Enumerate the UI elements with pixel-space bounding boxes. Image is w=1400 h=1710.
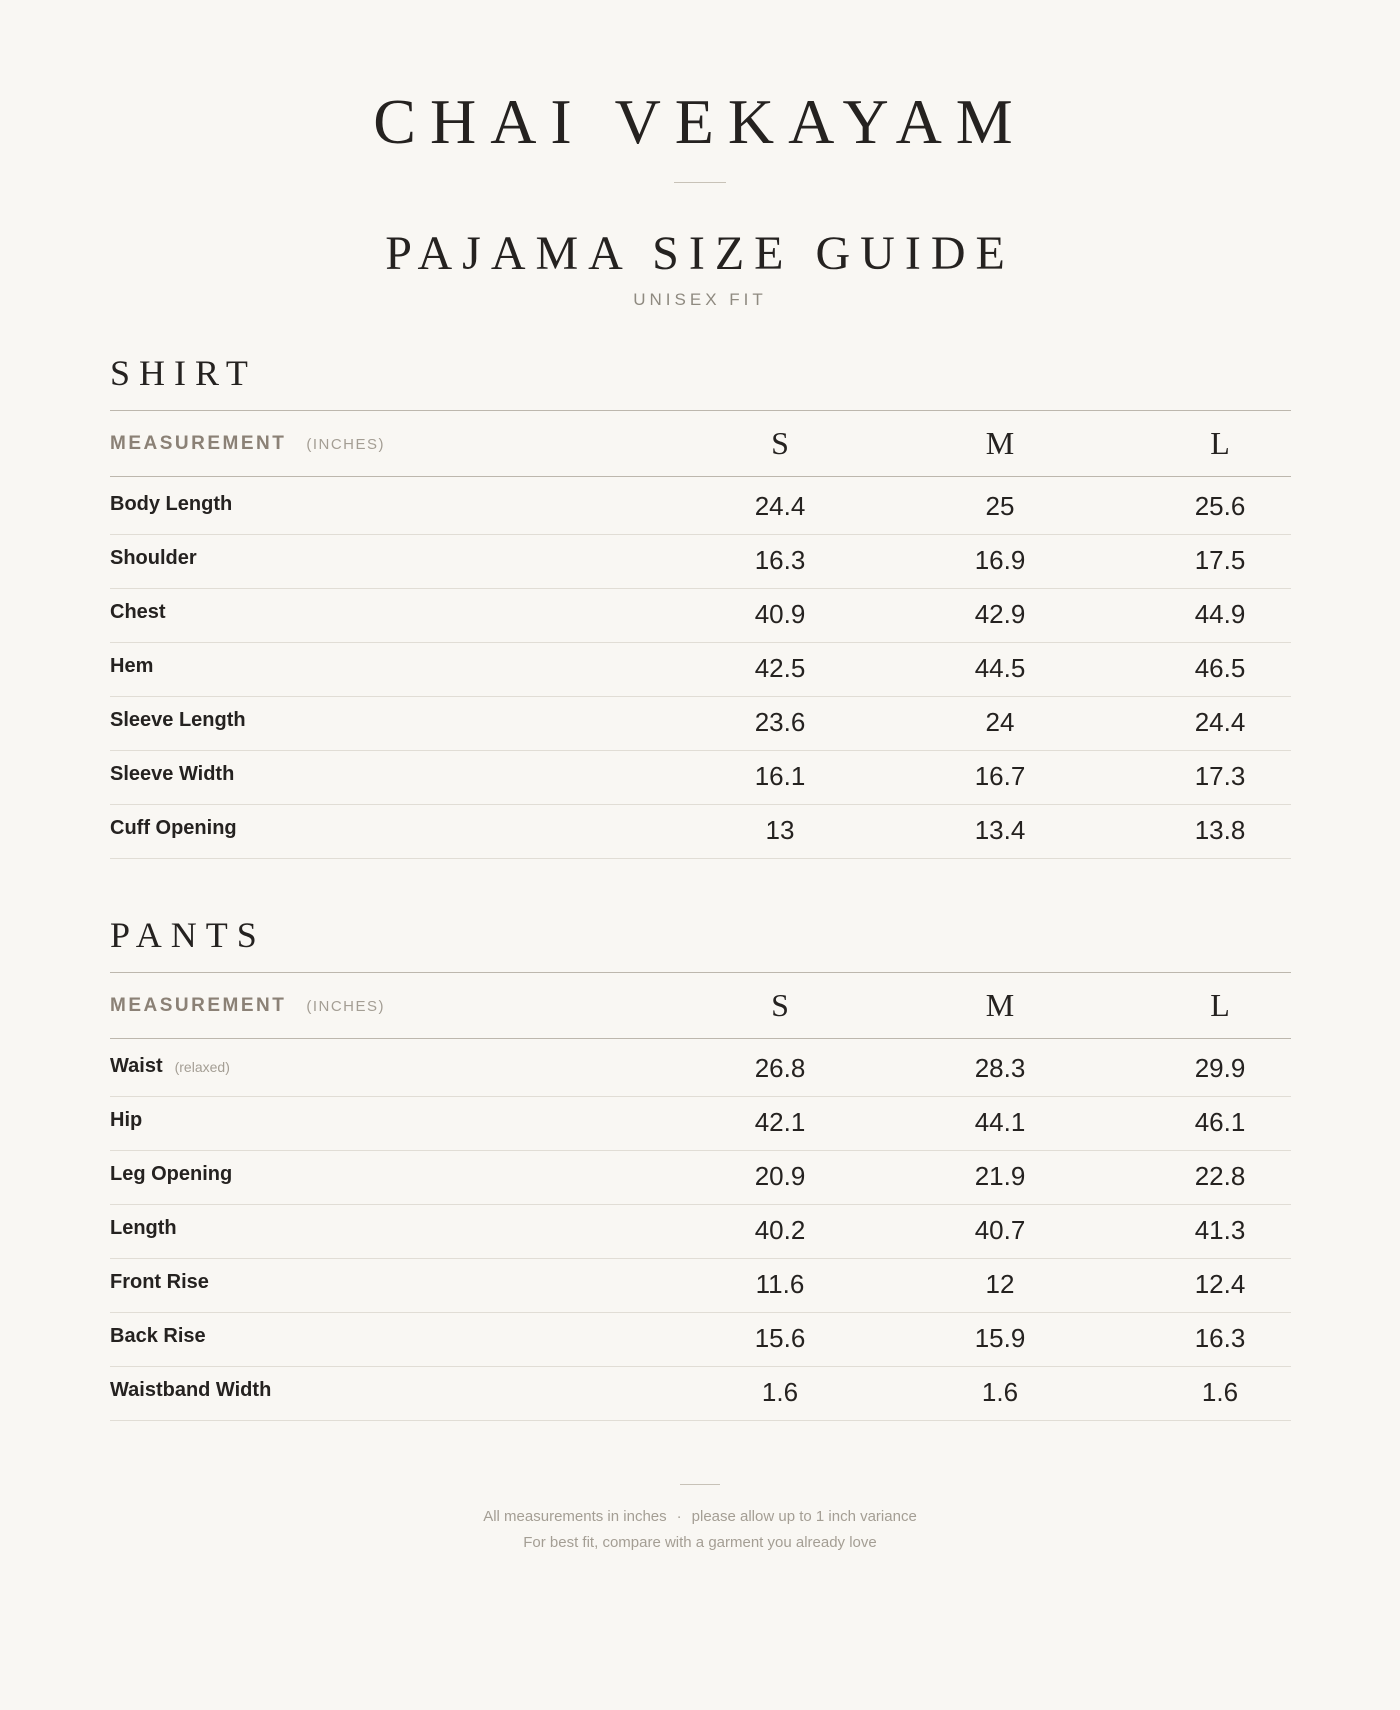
size-header-m: M — [985, 425, 1015, 461]
table-row — [110, 1097, 1291, 1151]
value-s: 16.3 — [754, 545, 806, 575]
value-l: 1.6 — [1201, 1377, 1239, 1407]
row-label: Waist — [110, 1055, 163, 1077]
size-header-l: L — [1210, 425, 1230, 461]
value-s: 40.9 — [754, 599, 806, 629]
value-m: 1.6 — [981, 1377, 1019, 1407]
page-subtitle: UNISEX FIT — [633, 290, 767, 309]
value-m: 28.3 — [974, 1053, 1026, 1083]
table-row — [110, 1205, 1291, 1259]
section-title: PANTS — [110, 912, 1291, 973]
value-l: 44.9 — [1194, 599, 1246, 629]
table-row — [110, 481, 1291, 535]
value-m: 13.4 — [974, 815, 1026, 845]
value-m: 21.9 — [974, 1161, 1026, 1191]
value-l: 41.3 — [1194, 1215, 1246, 1245]
value-m: 44.5 — [974, 653, 1026, 683]
measurement-unit: (INCHES) — [306, 997, 386, 1015]
footer-fit-tip: For best fit, compare with a garment you already love — [523, 1534, 877, 1551]
row-note: (relaxed) — [174, 1059, 230, 1075]
row-label: Back Rise — [110, 1325, 206, 1347]
value-s: 42.5 — [754, 653, 806, 683]
measurement-header-label: MEASUREMENT — [110, 994, 287, 1016]
pants-section — [110, 912, 1291, 1421]
footer-measurement-note: All measurements in inches — [483, 1508, 667, 1525]
size-header-l: L — [1210, 987, 1230, 1023]
row-label: Leg Opening — [110, 1163, 233, 1185]
value-l: 12.4 — [1194, 1269, 1246, 1299]
row-label: Sleeve Length — [110, 709, 246, 731]
section-title: SHIRT — [110, 350, 1291, 411]
value-l: 22.8 — [1194, 1161, 1246, 1191]
row-label: Hip — [110, 1109, 143, 1131]
value-s: 16.1 — [754, 761, 806, 791]
value-s: 40.2 — [754, 1215, 806, 1245]
value-s: 11.6 — [755, 1269, 805, 1299]
value-l: 17.5 — [1194, 545, 1246, 575]
value-s: 42.1 — [754, 1107, 806, 1137]
measurement-header-label: MEASUREMENT — [110, 432, 287, 454]
value-l: 46.1 — [1194, 1107, 1246, 1137]
value-s: 26.8 — [754, 1053, 806, 1083]
value-l: 17.3 — [1194, 761, 1246, 791]
row-label: Front Rise — [110, 1271, 209, 1293]
table-row — [110, 589, 1291, 643]
value-m: 15.9 — [974, 1323, 1026, 1353]
value-m: 25 — [985, 491, 1015, 521]
value-l: 24.4 — [1194, 707, 1246, 737]
table-row — [110, 1043, 1291, 1097]
size-header-m: M — [985, 987, 1015, 1023]
footer-divider — [680, 1484, 720, 1485]
value-m: 12 — [985, 1269, 1015, 1299]
value-l: 25.6 — [1194, 491, 1246, 521]
value-s: 15.6 — [754, 1323, 806, 1353]
shirt-section — [110, 350, 1291, 859]
table-header-row — [110, 411, 1291, 477]
row-label: Sleeve Width — [110, 763, 235, 785]
size-header-s: S — [771, 987, 789, 1023]
value-m: 40.7 — [974, 1215, 1026, 1245]
footer-variance-note: please allow up to 1 inch variance — [691, 1508, 917, 1525]
value-l: 16.3 — [1194, 1323, 1246, 1353]
row-label: Hem — [110, 655, 154, 677]
footer-note — [0, 1507, 1400, 1527]
value-m: 42.9 — [974, 599, 1026, 629]
value-s: 20.9 — [754, 1161, 806, 1191]
table-header-row — [110, 973, 1291, 1039]
value-s: 13 — [765, 815, 795, 845]
value-s: 1.6 — [761, 1377, 799, 1407]
table-row — [110, 1367, 1291, 1421]
value-m: 16.9 — [974, 545, 1026, 575]
row-label: Cuff Opening — [110, 817, 237, 839]
measurement-header — [110, 995, 670, 1017]
table-row — [110, 805, 1291, 859]
table-row — [110, 1259, 1291, 1313]
value-l: 46.5 — [1194, 653, 1246, 683]
row-label: Shoulder — [110, 547, 197, 569]
value-l: 29.9 — [1194, 1053, 1246, 1083]
brand-divider — [674, 182, 726, 183]
table-row — [110, 1313, 1291, 1367]
row-label: Chest — [110, 601, 166, 623]
brand-name: CHAI VEKAYAM — [373, 86, 1027, 157]
value-l: 13.8 — [1194, 815, 1246, 845]
page-title: PAJAMA SIZE GUIDE — [385, 227, 1015, 280]
value-s: 23.6 — [754, 707, 806, 737]
measurement-unit: (INCHES) — [306, 435, 386, 453]
row-label: Length — [110, 1217, 177, 1239]
table-row — [110, 1151, 1291, 1205]
value-m: 16.7 — [974, 761, 1026, 791]
footer-separator: · — [676, 1508, 682, 1525]
size-header-s: S — [771, 425, 789, 461]
table-row — [110, 535, 1291, 589]
table-row — [110, 697, 1291, 751]
table-row — [110, 643, 1291, 697]
measurement-header — [110, 433, 670, 455]
row-label: Body Length — [110, 493, 233, 515]
value-s: 24.4 — [754, 491, 806, 521]
row-label: Waistband Width — [110, 1379, 272, 1401]
table-row — [110, 751, 1291, 805]
value-m: 44.1 — [974, 1107, 1026, 1137]
value-m: 24 — [985, 707, 1015, 737]
